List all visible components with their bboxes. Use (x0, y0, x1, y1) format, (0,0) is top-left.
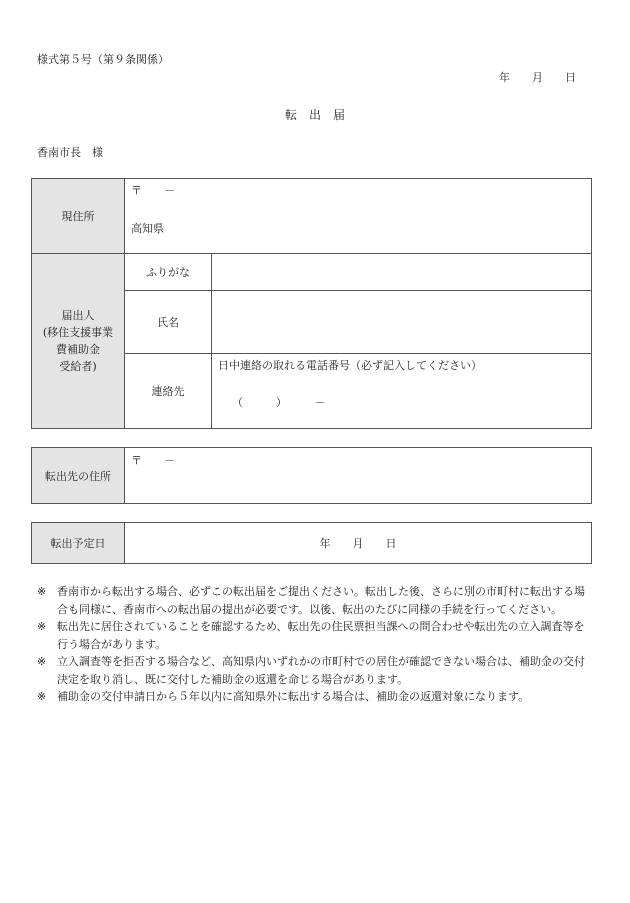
note-item (37, 688, 593, 706)
move-date-label-text: 転出予定日 (50, 537, 106, 550)
phone-note: 日中連絡の取れる電話番号（必ず記入してください） (218, 359, 482, 372)
current-address-postal: 〒 － (131, 184, 175, 197)
destination-field[interactable] (124, 447, 592, 504)
current-address-field[interactable] (124, 178, 592, 254)
name-field[interactable] (211, 290, 592, 354)
furigana-label (124, 253, 212, 291)
contact-field[interactable] (211, 353, 592, 429)
note-mark: ※ (37, 585, 47, 598)
current-address-label-text: 現住所 (61, 210, 95, 223)
move-date-label (31, 522, 125, 564)
note-text: 立入調査等を拒否する場合など、高知県内いずれかの市町村での居住が確認できない場合は、補助金の交付決定を取り消し、既に交付した補助金の返還を命じる場合があります。 (57, 655, 585, 686)
addressee: 香南市長 様 (37, 146, 103, 159)
note-mark: ※ (37, 655, 47, 668)
note-text: 補助金の交付申請日から５年以内に高知県外に転出する場合は、補助金の返還対象になります。 (57, 690, 530, 703)
applicant-label-line: 受給者) (59, 360, 97, 373)
destination-postal: 〒 － (131, 454, 175, 467)
applicant-label-line: 費補助金 (55, 343, 100, 356)
note-text: 香南市から転出する場合、必ずこの転出届をご提出ください。転出した後、さらに別の市町村に転出する場合も同様に、香南市への転出届の提出が必要です。以後、転出のたびに同様の手続を行ってください。 (57, 585, 585, 616)
destination-label-text: 転出先の住所 (45, 469, 111, 483)
move-date-field[interactable] (124, 522, 592, 564)
current-address-prefecture: 高知県 (131, 222, 164, 235)
phone-format: （ ） － (232, 396, 326, 409)
note-item (37, 618, 593, 653)
date-label: 年 月 日 (499, 71, 576, 84)
form-number: 様式第５号（第９条関係） (37, 53, 169, 66)
contact-label-text: 連絡先 (151, 385, 185, 398)
applicant-label (31, 253, 125, 429)
page-title: 転 出 届 (284, 108, 345, 122)
note-item (37, 583, 593, 618)
note-mark: ※ (37, 620, 47, 633)
name-label (124, 290, 212, 354)
current-address-label (31, 178, 125, 254)
note-text: 転出先に居住されていることを確認するため、転出先の住民票担当課への問合わせや転出先の立入調査等を行う場合があります。 (57, 620, 585, 651)
note-mark: ※ (37, 690, 47, 703)
furigana-label-text: ふりがな (146, 266, 190, 279)
furigana-field[interactable] (211, 253, 592, 291)
applicant-label-line: (移住支援事業 (42, 326, 114, 339)
contact-label (124, 353, 212, 429)
note-item (37, 653, 593, 688)
destination-label (31, 447, 125, 504)
applicant-label-line: 届出人 (61, 309, 95, 322)
move-date-value: 年 月 日 (319, 537, 397, 550)
name-label-text: 氏名 (157, 316, 179, 329)
notes (37, 583, 593, 706)
